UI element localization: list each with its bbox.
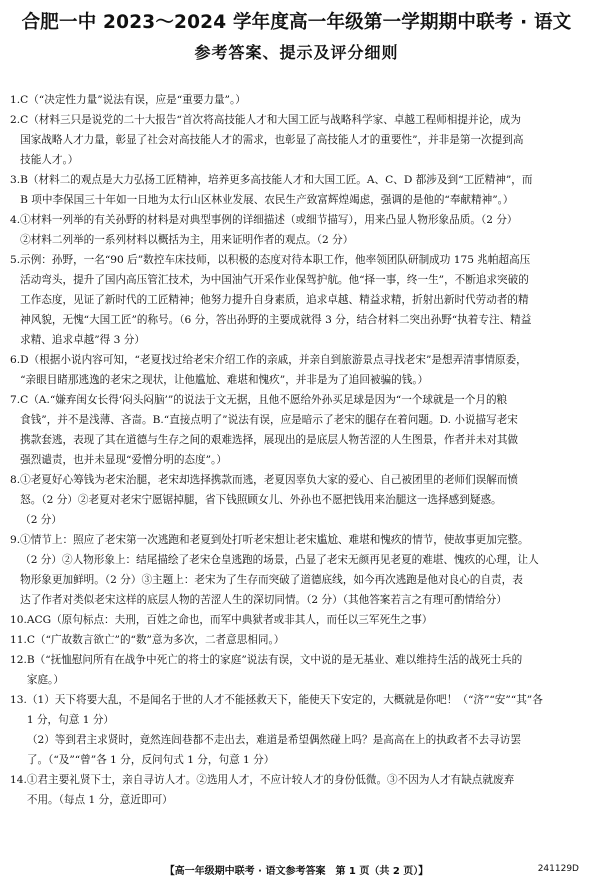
answer-text xyxy=(20,210,586,250)
answer-number: 2. xyxy=(10,114,21,126)
answer-line: 携款套逃，表现了其在道德与生存之间的艰难选择，展现出的是底层人物苦涩的人生图景，作者并未对其做 xyxy=(20,434,519,446)
answer-line: 怒。（2 分）②老夏对老宋宁愿锯掉腿，省下钱照顾女儿、外孙也不愿把钱用来治腿这一选择感到疑惑。 xyxy=(20,494,502,506)
answer-item xyxy=(10,770,586,810)
answer-line: （2 分） xyxy=(20,514,62,526)
answer-line: ①材料一列举的有关孙野的材料是对典型事例的详细描述（或细节描写），用来凸显人物形象品质。（2 分） xyxy=(20,214,518,226)
answer-number: 11. xyxy=(10,634,27,646)
answer-text xyxy=(20,90,586,110)
answer-line: 求精、追求卓越”得 3 分） xyxy=(20,334,145,346)
answer-line: C（“广故数言欲亡”的“数”意为多次，二者意思相同。） xyxy=(26,634,285,646)
answer-item xyxy=(10,170,586,210)
answer-number: 4. xyxy=(10,214,21,226)
answer-number: 6. xyxy=(10,354,21,366)
answer-line: 物形象更加鲜明。（2 分）③主题上：老宋为了生存而突破了道德底线，如今再次逃跑是他对良心的自责，表 xyxy=(20,574,523,586)
page-footer xyxy=(0,860,593,882)
answer-text xyxy=(27,610,586,630)
answer-line: 食钱”，并不是浅薄、吝啬。B.“直接点明了”说法有误，应是暗示了老宋的腿存在着问题。D. 小说描写老宋 xyxy=(20,414,518,426)
answer-item xyxy=(10,530,586,610)
answer-line: 示例：孙野，一名“90 后”数控车床技师，以积极的态度对待本职工作，他率领团队研制成功 175 兆帕超高压 xyxy=(20,254,531,266)
answer-text xyxy=(27,690,586,770)
answer-line: ①情节上：照应了老宋第一次逃跑和老夏到处打听老宋想让老宋尴尬、难堪和愧疚的情节，使故事更加完整。 xyxy=(20,534,529,546)
answer-item xyxy=(10,210,586,250)
answer-text xyxy=(20,530,586,610)
answer-line: B（材料二的观点是大力弘扬工匠精神，培养更多高技能人才和大国工匠。A、C、D 都涉及到“工匠精神”，而 xyxy=(20,174,533,186)
document-code: 241129D xyxy=(537,864,579,874)
answer-number: 13. xyxy=(10,694,27,706)
answer-number: 8. xyxy=(10,474,21,486)
answer-line: ACG（原句标点：夫刑，百姓之命也，而军中典狱者或非其人，而任以三军死生之事） xyxy=(26,614,433,626)
answer-line: 工作态度，见证了新时代的工匠精神；他努力提升自身素质，追求卓越、精益求精，折射出新时代劳动者的精 xyxy=(20,294,529,306)
document-title: 合肥一中 2023～2024 学年度高一年级第一学期期中联考 · 语文 xyxy=(21,12,572,33)
answer-line: “亲眼目睹那逃逸的老宋之现状，让他尴尬、难堪和愧疚”，并非是为了追回被骗的钱。） xyxy=(20,374,429,386)
answer-line: ①老夏好心筹钱为老宋治腿，老宋却选择携款而逃，老夏因辜负大家的爱心、自己被团里的老师们误解而愤 xyxy=(20,474,519,486)
document-subtitle: 参考答案、提示及评分细则 xyxy=(194,43,399,62)
answer-line: 家庭。） xyxy=(26,674,64,686)
answer-item xyxy=(10,110,586,170)
answer-number: 5. xyxy=(10,254,21,266)
answer-item xyxy=(10,610,586,630)
answer-line: 1 分，句意 1 分） xyxy=(26,714,115,726)
answer-item xyxy=(10,250,586,350)
answer-line: 达了作者对类似老宋这样的底层人物的苦涩人生的深切同情。（2 分）（其他答案若言之有理可酌情给分） xyxy=(20,594,507,606)
answer-line: C（A.“嫌弃闺女长得‘闷头闷脑’”的说法于文无据，且他不愿给外孙买足球是因为“一个球就是一个月的粮 xyxy=(20,394,508,406)
answer-number: 12. xyxy=(10,654,27,666)
answer-line: D（根据小说内容可知，“老夏找过给老宋介绍工作的亲戚，并亲自到旅游景点寻找老宋”是想弄清事情原委， xyxy=(20,354,527,366)
answer-item xyxy=(10,690,586,770)
answer-line: （2）等到君主求贤时，竟然连闾巷都不走出去，难道是希望偶然碰上吗？是高高在上的执政者不去寻访罢 xyxy=(26,734,521,746)
answer-line: （1）天下将要大乱，不是闻名于世的人才不能拯救天下，能使天下安定的，大概就是你吧！（“济”“安”“其”各 xyxy=(26,694,543,706)
answer-text xyxy=(20,250,586,350)
answer-text xyxy=(20,110,586,170)
answer-line: 强烈谴责，也并未显现“爱憎分明的态度”。） xyxy=(20,454,227,466)
answer-line: C（材料三只是说党的二十大报告“首次将高技能人才和大国工匠与战略科学家、卓越工程师相提并论，成为 xyxy=(20,114,521,126)
answer-item xyxy=(10,470,586,530)
answer-line: 活动弯头，提升了国内高压管汇技术，为中国油气开采作业保驾护航。他“择一事，终一生”，不断追求突破的 xyxy=(20,274,529,286)
answer-text xyxy=(27,770,586,810)
answer-line: ②材料二列举的一系列材料以概括为主，用来证明作者的观点。（2 分） xyxy=(20,234,354,246)
answer-text xyxy=(20,170,586,210)
answer-line: 不用。（每点 1 分，意近即可） xyxy=(26,794,173,806)
answer-number: 7. xyxy=(10,394,21,406)
answer-line: （2 分）②人物形象上：结尾描绘了老宋仓皇逃跑的场景，凸显了老宋无颜再见老夏的难堪、愧疚的心理，让人 xyxy=(20,554,539,566)
answer-number: 3. xyxy=(10,174,21,186)
answer-line: C（“决定性力量”说法有误，应是“重要力量”。） xyxy=(20,94,246,106)
answer-item xyxy=(10,90,586,110)
footer-text: 【高一年级期中联考 · 语文参考答案 第 1 页（共 2 页）】 xyxy=(164,866,429,877)
answer-item xyxy=(10,390,586,470)
answer-line: 了。（“及”“曾”各 1 分，反问句式 1 分，句意 1 分） xyxy=(26,754,275,766)
answer-number: 14. xyxy=(10,774,27,786)
answer-item xyxy=(10,350,586,390)
answer-text xyxy=(27,650,586,690)
answer-line: 神风貌，无愧“大国工匠”的称号。（6 分，答出孙野的主要成就得 3 分，结合材料二突出孙野“执着专注、精益 xyxy=(20,314,532,326)
answer-number: 10. xyxy=(10,614,27,626)
answer-line: B 项中李保国三十年如一日地为太行山区林业发展、农民生产致富辉煌竭虑，强调的是他的“奉献精神”。） xyxy=(20,194,514,206)
answer-line: ①君主要礼贤下士，亲自寻访人才。②选用人才，不应计较人才的身份低微。③不因为人才有缺点就废弃 xyxy=(26,774,515,786)
answer-item xyxy=(10,650,586,690)
answer-list xyxy=(10,90,586,810)
answer-number: 9. xyxy=(10,534,21,546)
answer-item xyxy=(10,630,586,650)
answer-text xyxy=(20,350,586,390)
answer-text xyxy=(20,390,586,470)
answer-text xyxy=(27,630,586,650)
answer-line: 国家战略人才力量，彰显了社会对高技能人才的需求，也彰显了高技能人才的重要性”，并非是第一次提到高 xyxy=(20,134,524,146)
answer-line: 技能人才。） xyxy=(20,154,79,166)
answer-line: B（“抚恤慰问所有在战争中死亡的将士的家庭”说法有误，文中说的是无基业、难以维持生活的战死士兵的 xyxy=(26,654,523,666)
answer-number: 1. xyxy=(10,94,21,106)
answer-text xyxy=(20,470,586,530)
